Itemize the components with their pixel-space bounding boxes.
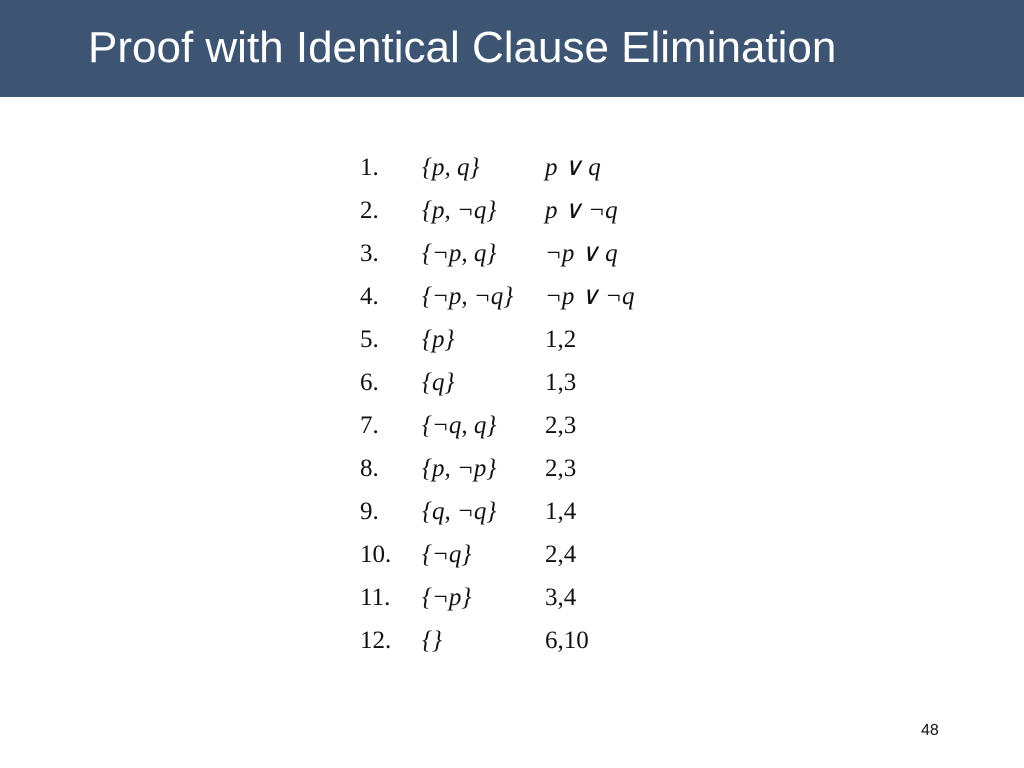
resolution-source: 3,4 — [545, 584, 577, 611]
page-number: 48 — [921, 722, 939, 739]
clause: {p} — [422, 326, 455, 353]
resolution-source: 6,10 — [545, 627, 589, 654]
step-number: 6. — [360, 369, 379, 396]
slide-title: Proof with Identical Clause Elimination — [88, 23, 837, 72]
step-number: 4. — [360, 283, 379, 310]
clause: {q, ¬q} — [422, 498, 497, 525]
clause: {p, ¬p} — [422, 455, 497, 482]
clause: {¬p, ¬q} — [422, 283, 514, 310]
resolution-source: 2,3 — [545, 455, 577, 482]
step-number: 12. — [360, 627, 392, 654]
clause: {} — [422, 627, 442, 654]
step-number: 1. — [360, 154, 379, 181]
premise-formula: p ∨ ¬q — [545, 197, 618, 224]
step-number: 9. — [360, 498, 379, 525]
step-number: 11. — [360, 584, 391, 611]
clause: {q} — [422, 369, 455, 396]
clause: {¬q} — [422, 541, 472, 568]
resolution-source: 2,4 — [545, 541, 577, 568]
step-number: 3. — [360, 240, 379, 267]
step-number: 5. — [360, 326, 379, 353]
premise-formula: ¬p ∨ ¬q — [545, 283, 635, 310]
step-number: 8. — [360, 455, 379, 482]
resolution-source: 1,2 — [545, 326, 577, 353]
step-number: 2. — [360, 197, 379, 224]
resolution-source: 1,3 — [545, 369, 577, 396]
step-number: 7. — [360, 412, 379, 439]
title-bar — [0, 0, 1024, 97]
clause: {¬p, q} — [422, 240, 497, 267]
resolution-source: 1,4 — [545, 498, 577, 525]
clause: {p, q} — [422, 154, 480, 181]
premise-formula: ¬p ∨ q — [545, 240, 618, 267]
clause: {p, ¬q} — [422, 197, 497, 224]
clause: {¬p} — [422, 584, 472, 611]
premise-formula: p ∨ q — [545, 154, 601, 181]
step-number: 10. — [360, 541, 392, 568]
resolution-source: 2,3 — [545, 412, 577, 439]
clause: {¬q, q} — [422, 412, 497, 439]
